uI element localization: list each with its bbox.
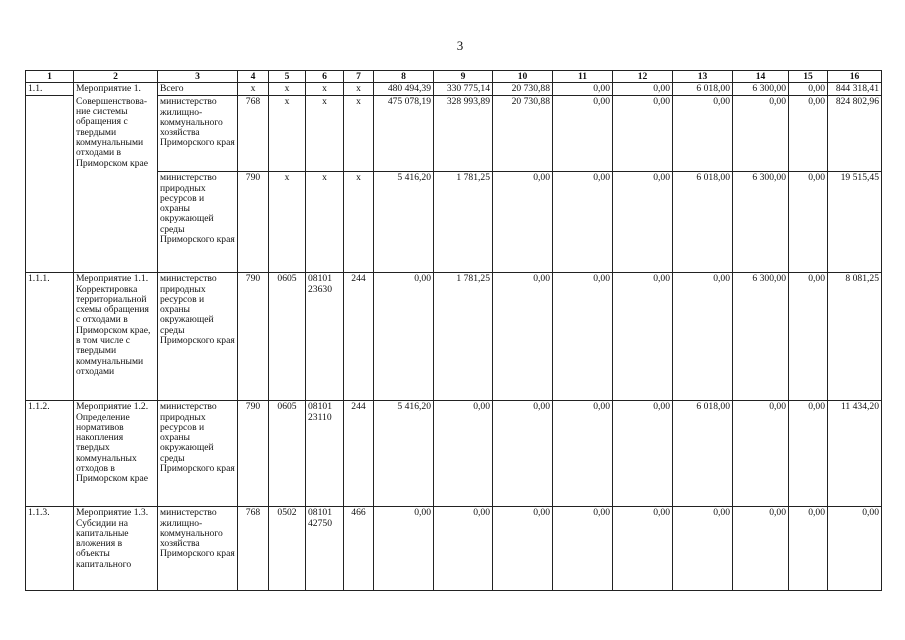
header-cell: 14 <box>733 71 789 83</box>
row-id: 1.1.1. <box>26 273 74 401</box>
measure-name: Мероприятие 1. <box>74 83 158 96</box>
value-cell: 0,00 <box>493 273 553 401</box>
executor: министерство жилищно-коммунального хозяйства Приморского края <box>158 507 238 591</box>
value-cell: 8 081,25 <box>828 273 882 401</box>
value-cell: 0,00 <box>493 172 553 273</box>
measure-name: Совершенствова-ние системы обращения с твердыми коммунальными отходами в Приморском крае <box>74 96 158 273</box>
value-cell: 480 494,39 <box>374 83 434 96</box>
cell-expense-type: 466 <box>344 507 374 591</box>
header-cell: 1 <box>26 71 74 83</box>
cell-target: 08101 23110 <box>306 401 344 507</box>
value-cell: 0,00 <box>789 507 828 591</box>
cell-expense-type: х <box>344 172 374 273</box>
value-cell: 5 416,20 <box>374 401 434 507</box>
measure-name: Мероприятие 1.3. Субсидии на капитальные вложения в объекты капитального <box>74 507 158 591</box>
value-cell: 0,00 <box>374 273 434 401</box>
value-cell: 0,00 <box>613 507 673 591</box>
cell-grbs: 790 <box>238 172 269 273</box>
header-cell: 13 <box>673 71 733 83</box>
header-cell: 10 <box>493 71 553 83</box>
value-cell: 0,00 <box>553 401 613 507</box>
value-cell: 0,00 <box>789 273 828 401</box>
page-number: 3 <box>456 38 464 53</box>
header-cell: 5 <box>269 71 306 83</box>
value-cell: 20 730,88 <box>493 83 553 96</box>
cell-grbs: 790 <box>238 273 269 401</box>
table-row <box>26 401 882 507</box>
value-cell: 0,00 <box>553 83 613 96</box>
value-cell: 11 434,20 <box>828 401 882 507</box>
value-cell: 0,00 <box>553 172 613 273</box>
value-cell: 6 300,00 <box>733 172 789 273</box>
table-row <box>26 507 882 591</box>
value-cell: 6 018,00 <box>673 401 733 507</box>
cell-grbs: 768 <box>238 96 269 172</box>
cell-section: х <box>269 83 306 96</box>
value-cell: 475 078,19 <box>374 96 434 172</box>
value-cell: 6 018,00 <box>673 83 733 96</box>
value-cell: 20 730,88 <box>493 96 553 172</box>
cell-section: х <box>269 96 306 172</box>
cell-expense-type: 244 <box>344 401 374 507</box>
value-cell: 0,00 <box>613 401 673 507</box>
value-cell: 0,00 <box>828 507 882 591</box>
value-cell: 0,00 <box>553 96 613 172</box>
value-cell: 824 802,96 <box>828 96 882 172</box>
cell-expense-type: 244 <box>344 273 374 401</box>
value-cell: 0,00 <box>553 273 613 401</box>
value-cell: 0,00 <box>673 96 733 172</box>
value-cell: 0,00 <box>733 507 789 591</box>
cell-grbs: 790 <box>238 401 269 507</box>
cell-expense-type: х <box>344 83 374 96</box>
cell-grbs: 768 <box>238 507 269 591</box>
cell-expense-type: х <box>344 96 374 172</box>
value-cell: 0,00 <box>374 507 434 591</box>
cell-section: 0605 <box>269 273 306 401</box>
value-cell: 0,00 <box>789 401 828 507</box>
value-cell: 6 018,00 <box>673 172 733 273</box>
row-id: 1.1. <box>26 83 74 96</box>
value-cell: 0,00 <box>789 83 828 96</box>
header-cell: 6 <box>306 71 344 83</box>
executor: министерство природных ресурсов и охраны окружающей среды Приморского края <box>158 172 238 273</box>
cell-target: х <box>306 83 344 96</box>
table-row <box>26 273 882 401</box>
row-id: 1.1.2. <box>26 401 74 507</box>
row-id: 1.1.3. <box>26 507 74 591</box>
value-cell: 0,00 <box>434 401 493 507</box>
header-cell: 2 <box>74 71 158 83</box>
value-cell: 0,00 <box>613 273 673 401</box>
value-cell: 6 300,00 <box>733 273 789 401</box>
table-row <box>26 96 882 172</box>
value-cell: 0,00 <box>733 401 789 507</box>
value-cell: 1 781,25 <box>434 273 493 401</box>
header-cell: 4 <box>238 71 269 83</box>
cell-target: 08101 23630 <box>306 273 344 401</box>
cell-section: х <box>269 172 306 273</box>
executor: Всего <box>158 83 238 96</box>
cell-section: 0605 <box>269 401 306 507</box>
measure-name: Мероприятие 1.2. Определение нормативов накопления твердых коммунальных отходов в Приморском крае <box>74 401 158 507</box>
header-cell: 16 <box>828 71 882 83</box>
value-cell: 1 781,25 <box>434 172 493 273</box>
value-cell: 0,00 <box>673 507 733 591</box>
value-cell: 19 515,45 <box>828 172 882 273</box>
value-cell: 0,00 <box>613 83 673 96</box>
header-cell: 11 <box>553 71 613 83</box>
value-cell: 844 318,41 <box>828 83 882 96</box>
value-cell: 328 993,89 <box>434 96 493 172</box>
header-cell: 8 <box>374 71 434 83</box>
value-cell: 330 775,14 <box>434 83 493 96</box>
header-cell: 3 <box>158 71 238 83</box>
executor: министерство природных ресурсов и охраны окружающей среды Приморского края <box>158 273 238 401</box>
table-row <box>26 83 882 96</box>
cell-target: 08101 42750 <box>306 507 344 591</box>
cell-target: х <box>306 96 344 172</box>
budget-table <box>25 70 882 591</box>
row-id <box>26 96 74 273</box>
value-cell: 0,00 <box>733 96 789 172</box>
value-cell: 0,00 <box>613 96 673 172</box>
value-cell: 0,00 <box>434 507 493 591</box>
header-cell: 15 <box>789 71 828 83</box>
executor: министерство жилищно-коммунального хозяйства Приморского края <box>158 96 238 172</box>
executor: министерство природных ресурсов и охраны окружающей среды Приморского края <box>158 401 238 507</box>
cell-grbs: х <box>238 83 269 96</box>
value-cell: 0,00 <box>673 273 733 401</box>
value-cell: 5 416,20 <box>374 172 434 273</box>
header-cell: 12 <box>613 71 673 83</box>
header-cell: 7 <box>344 71 374 83</box>
value-cell: 0,00 <box>493 507 553 591</box>
value-cell: 6 300,00 <box>733 83 789 96</box>
header-cell: 9 <box>434 71 493 83</box>
cell-target: х <box>306 172 344 273</box>
value-cell: 0,00 <box>789 172 828 273</box>
value-cell: 0,00 <box>493 401 553 507</box>
header-row <box>26 71 882 83</box>
value-cell: 0,00 <box>789 96 828 172</box>
measure-name: Мероприятие 1.1. Корректировка территориальной схемы обращения с отходами в Приморском крае, в том числе с твердыми коммунальными отходами <box>74 273 158 401</box>
value-cell: 0,00 <box>553 507 613 591</box>
value-cell: 0,00 <box>613 172 673 273</box>
cell-section: 0502 <box>269 507 306 591</box>
